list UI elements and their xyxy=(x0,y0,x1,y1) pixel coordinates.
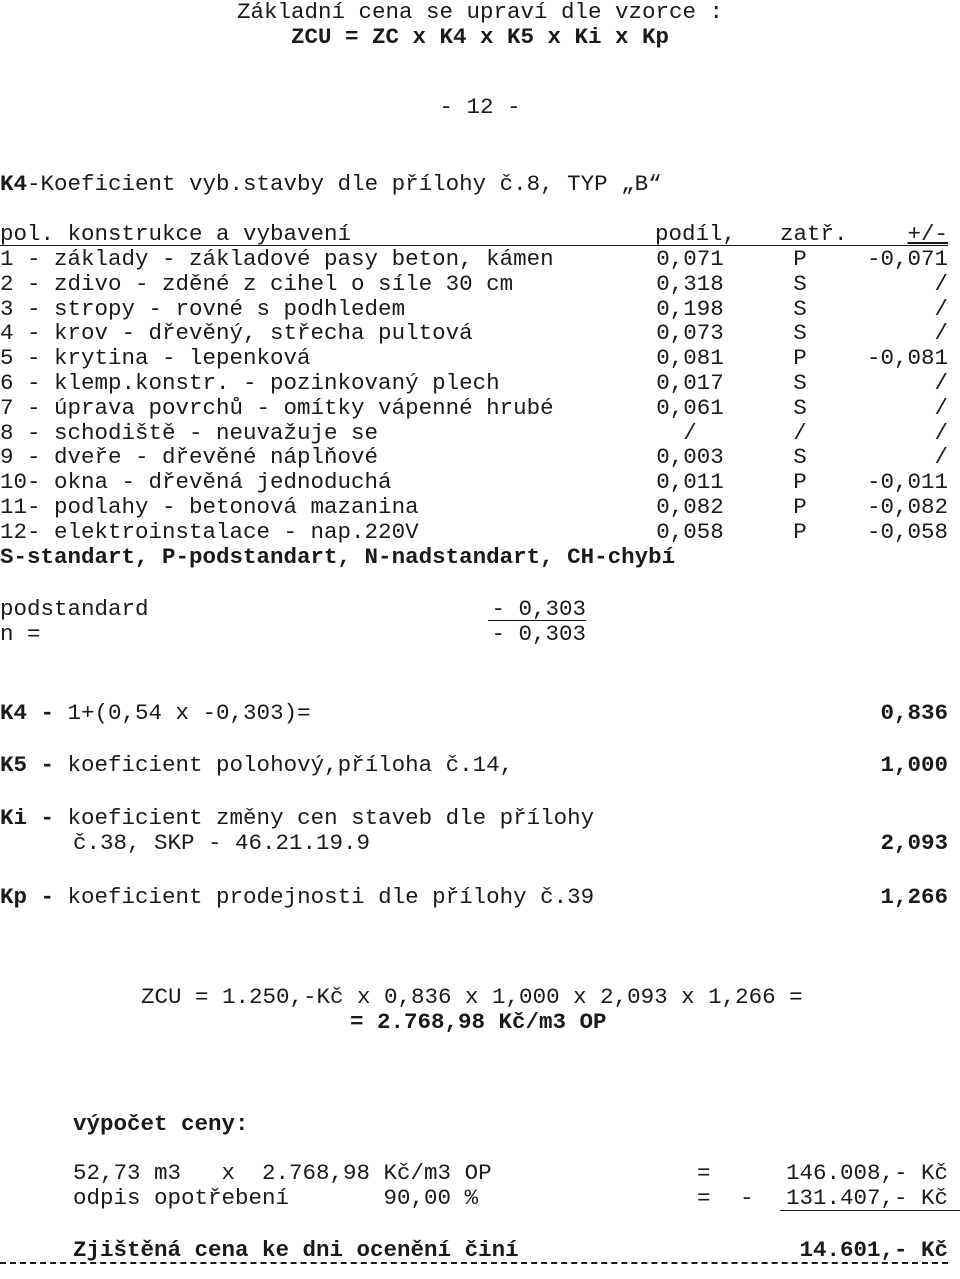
col-header-item: pol. konstrukce a vybavení xyxy=(0,221,352,247)
table-row-share: 0,003 xyxy=(656,444,724,471)
kp-line: Kp - koeficient prodejnosti dle přílohy č.39 xyxy=(0,884,595,910)
table-row-item: 5 - krytina - lepenková xyxy=(0,345,311,372)
table-row-item: 11- podlahy - betonová mazanina xyxy=(0,494,419,520)
podstandard-value: - 0,303 xyxy=(491,596,586,622)
n-label: n = xyxy=(0,621,41,647)
table-row-item: 3 - stropy - rovné s podhledem xyxy=(0,295,406,322)
table-row-adj: / xyxy=(934,270,948,297)
calc-row-2-value: 131.407,- Kč xyxy=(785,1185,948,1211)
table-row-class: P xyxy=(793,246,807,272)
k5-value: 1,000 xyxy=(880,752,948,778)
calc-row-1-eq: = xyxy=(697,1160,711,1186)
table-row-share: / xyxy=(683,419,697,446)
kp-value: 1,266 xyxy=(880,884,948,910)
formula-heading: Základní cena se upraví dle vzorce : xyxy=(236,0,724,25)
ki-value: 2,093 xyxy=(880,830,948,856)
final-value: 14.601,- Kč xyxy=(799,1237,948,1263)
table-row-adj: -0,011 xyxy=(866,469,948,496)
final-label: Zjištěná cena ke dni ocenění činí xyxy=(73,1237,519,1263)
classification-legend: S-standart, P-podstandart, N-nadstandart, CH-chybí xyxy=(0,544,676,570)
final-dashed-rule xyxy=(0,1262,948,1264)
zcu-formula: ZCU = 1.250,-Kč x 0,836 x 1,000 x 2,093 x 1,266 = xyxy=(141,984,803,1010)
table-row-class: S xyxy=(793,370,807,396)
calc-title: výpočet ceny: xyxy=(73,1111,249,1137)
table-row-share: 0,073 xyxy=(656,320,724,347)
calc-row-1-value: 146.008,- Kč xyxy=(785,1160,948,1186)
k4-title xyxy=(0,172,662,197)
calc-row-1-label: 52,73 m3 x 2.768,98 Kč/m3 OP xyxy=(73,1160,492,1186)
table-row-adj: -0,058 xyxy=(866,518,948,545)
table-row-class: P xyxy=(793,469,807,496)
table-row-item: 4 - krov - dřevěný, střecha pultová xyxy=(0,320,473,347)
table-row-class: P xyxy=(793,518,807,545)
table-row-item: 2 - zdivo - zděné z cihel o síle 30 cm xyxy=(0,270,514,297)
table-row-share: 0,082 xyxy=(656,494,724,520)
table-row-share: 0,081 xyxy=(656,345,724,372)
col-header-adj: +/- xyxy=(907,221,948,247)
n-value: - 0,303 xyxy=(491,621,586,647)
table-row-share: 0,318 xyxy=(656,270,724,297)
formula: ZCU = ZC x K4 x K5 x Ki x Kp xyxy=(290,24,670,50)
table-row-item: 1 - základy - základové pasy beton, kámen xyxy=(0,246,554,272)
k4-title-label: K4 xyxy=(0,171,28,197)
table-row-class: / xyxy=(793,419,807,446)
table-row-adj: / xyxy=(934,444,948,471)
k4-title-text: -Koeficient vyb.stavby dle přílohy č.8, TYP „B“ xyxy=(27,171,662,197)
col-header-class: zatř. xyxy=(780,221,848,247)
table-row-adj: / xyxy=(934,320,948,347)
table-row-item: 7 - úprava povrchů - omítky vápenné hrubé xyxy=(0,394,554,421)
ki-line-2: č.38, SKP - 46.21.19.9 xyxy=(73,830,371,856)
page-number: - 12 - xyxy=(439,94,521,120)
table-row-adj: -0,081 xyxy=(866,345,948,372)
table-row-adj: / xyxy=(934,394,948,421)
table-row-adj: / xyxy=(934,419,948,446)
k5-line: K5 - koeficient polohový,příloha č.14, xyxy=(0,752,514,778)
ki-line: Ki - koeficient změny cen staveb dle přílohy xyxy=(0,805,595,831)
table-row-share: 0,011 xyxy=(656,469,724,496)
table-row-class: S xyxy=(793,444,807,471)
calc-rule xyxy=(780,1210,960,1211)
table-row-class: S xyxy=(793,295,807,322)
table-row-class: P xyxy=(793,345,807,372)
table-row-item: 12- elektroinstalace - nap.220V xyxy=(0,518,419,545)
table-row-adj: -0,082 xyxy=(866,494,948,520)
podstandard-label: podstandard xyxy=(0,596,149,622)
table-row-share: 0,061 xyxy=(656,394,724,421)
table-row-share: 0,071 xyxy=(656,246,724,272)
zcu-result: = 2.768,98 Kč/m3 OP xyxy=(350,1009,607,1035)
col-header-share: podíl, xyxy=(655,221,737,247)
table-row-share: 0,017 xyxy=(656,370,724,396)
table-row-item: 8 - schodiště - neuvažuje se xyxy=(0,419,379,446)
table-row-item: 6 - klemp.konstr. - pozinkovaný plech xyxy=(0,370,500,396)
table-row-share: 0,198 xyxy=(656,295,724,322)
calc-row-2-sign: - xyxy=(740,1185,754,1211)
table-row-adj: -0,071 xyxy=(866,246,948,272)
table-row-adj: / xyxy=(934,295,948,322)
table-row-adj: / xyxy=(934,370,948,396)
table-row-class: S xyxy=(793,320,807,347)
table-row-class: S xyxy=(793,270,807,297)
table-row-share: 0,058 xyxy=(656,518,724,545)
table-row-class: S xyxy=(793,394,807,421)
table-row-item: 9 - dveře - dřevěné náplňové xyxy=(0,444,379,471)
table-row-class: P xyxy=(793,494,807,520)
k4-line: K4 - 1+(0,54 x -0,303)= xyxy=(0,700,311,726)
k4-value: 0,836 xyxy=(880,700,948,726)
calc-row-2-label: odpis opotřebení 90,00 % xyxy=(73,1185,479,1211)
calc-row-2-eq: = xyxy=(697,1185,711,1211)
table-row-item: 10- okna - dřevěná jednoduchá xyxy=(0,469,392,496)
